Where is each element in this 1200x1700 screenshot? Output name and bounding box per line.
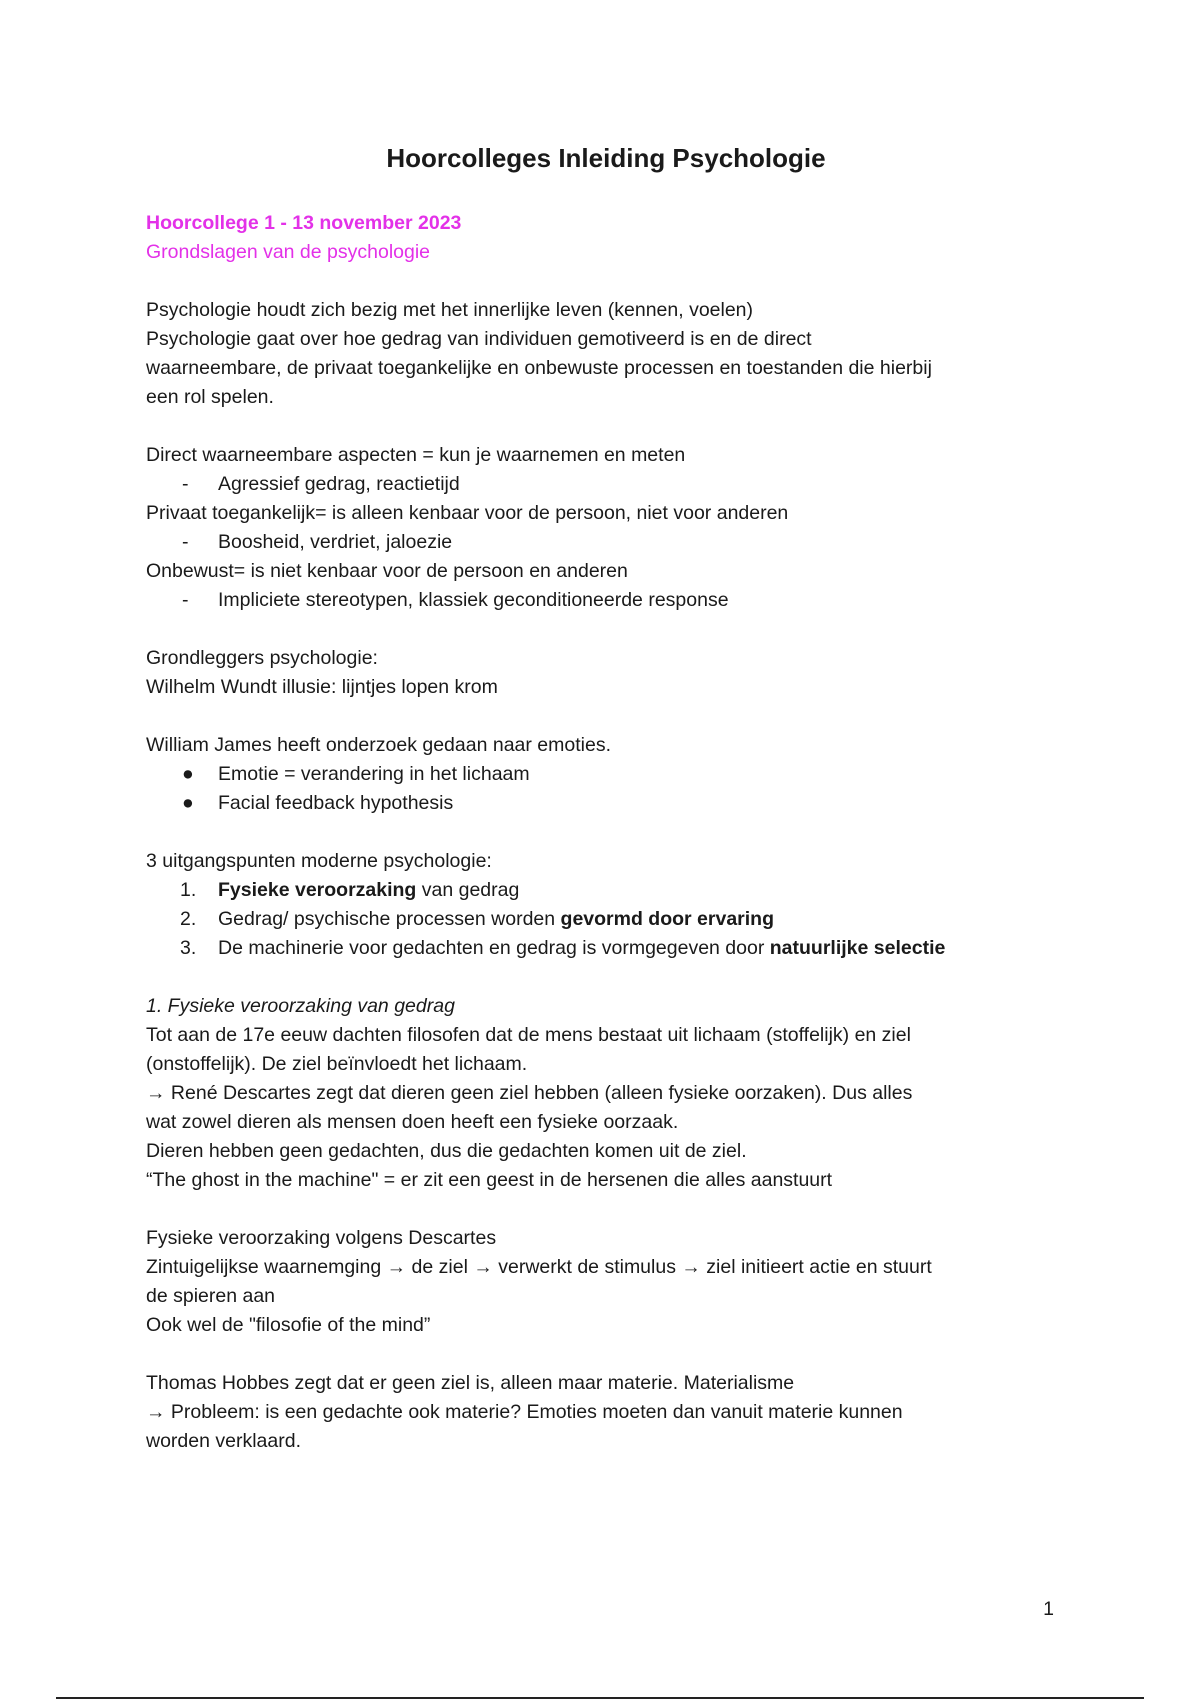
intro-line: waarneembare, de privaat toegankelijke en onbewuste processen en toestanden die hierbij bbox=[146, 356, 932, 379]
descartes-line: Fysieke veroorzaking volgens Descartes bbox=[146, 1226, 497, 1249]
number-marker: 1. bbox=[180, 878, 197, 901]
founders-wundt: Wilhelm Wundt illusie: lijntjes lopen krom bbox=[146, 675, 498, 698]
descartes-line: Zintuigelijkse waarnemging → de ziel → verwerkt de stimulus → ziel initieert actie en stuurt bbox=[146, 1255, 932, 1278]
aspect-direct: Direct waarneembare aspecten = kun je waarnemen en meten bbox=[146, 443, 686, 466]
list-item: - Boosheid, verdriet, jaloezie bbox=[146, 528, 1066, 557]
number-marker: 3. bbox=[180, 936, 197, 959]
number-marker: 2. bbox=[180, 907, 197, 930]
section1-line: wat zowel dieren als mensen doen heeft een fysieke oorzaak. bbox=[146, 1110, 679, 1133]
list-item: ● Facial feedback hypothesis bbox=[146, 789, 1066, 818]
list-item: 3. De machinerie voor gedachten en gedrag is vormgegeven door natuurlijke selectie bbox=[146, 934, 1066, 963]
section1-line: Dieren hebben geen gedachten, dus die gedachten komen uit de ziel. bbox=[146, 1139, 747, 1162]
hobbes-line: Thomas Hobbes zegt dat er geen ziel is, alleen maar materie. Materialisme bbox=[146, 1371, 795, 1394]
document-page bbox=[146, 142, 1066, 1456]
hobbes-line: → Probleem: is een gedachte ook materie? Emoties moeten dan vanuit materie kunnen bbox=[146, 1400, 903, 1423]
page-divider bbox=[56, 1697, 1144, 1699]
bullet-marker: ● bbox=[182, 791, 194, 814]
dash-marker: - bbox=[182, 588, 189, 611]
founders-james: William James heeft onderzoek gedaan naar emoties. bbox=[146, 733, 611, 756]
list-item: - Impliciete stereotypen, klassiek geconditioneerde response bbox=[146, 586, 1066, 615]
document-title: Hoorcolleges Inleiding Psychologie bbox=[386, 143, 826, 173]
section1-line: “The ghost in the machine" = er zit een geest in de hersenen die alles aanstuurt bbox=[146, 1168, 833, 1191]
dash-marker: - bbox=[182, 530, 189, 553]
section1-heading: 1. Fysieke veroorzaking van gedrag bbox=[146, 994, 455, 1017]
founders-label: Grondleggers psychologie: bbox=[146, 646, 378, 669]
intro-line: een rol spelen. bbox=[146, 385, 274, 408]
section1-line: → René Descartes zegt dat dieren geen ziel hebben (alleen fysieke oorzaken). Dus alles bbox=[146, 1081, 913, 1104]
dash-marker: - bbox=[182, 472, 189, 495]
descartes-line: Ook wel de "filosofie of the mind” bbox=[146, 1313, 431, 1336]
lecture-subheading: Grondslagen van de psychologie bbox=[146, 240, 431, 263]
hobbes-line: worden verklaard. bbox=[146, 1429, 301, 1452]
list-item: 2. Gedrag/ psychische processen worden gevormd door ervaring bbox=[146, 905, 1066, 934]
aspect-unconscious: Onbewust= is niet kenbaar voor de persoon en anderen bbox=[146, 559, 628, 582]
principles-label: 3 uitgangspunten moderne psychologie: bbox=[146, 849, 492, 872]
list-item: 1. Fysieke veroorzaking van gedrag bbox=[146, 876, 1066, 905]
list-item: - Agressief gedrag, reactietijd bbox=[146, 470, 1066, 499]
lecture-heading: Hoorcollege 1 - 13 november 2023 bbox=[146, 211, 462, 234]
aspect-private: Privaat toegankelijk= is alleen kenbaar voor de persoon, niet voor anderen bbox=[146, 501, 789, 524]
section1-line: (onstoffelijk). De ziel beïnvloedt het lichaam. bbox=[146, 1052, 528, 1075]
list-item: ● Emotie = verandering in het lichaam bbox=[146, 760, 1066, 789]
intro-line: Psychologie houdt zich bezig met het innerlijke leven (kennen, voelen) bbox=[146, 298, 754, 321]
section1-line: Tot aan de 17e eeuw dachten filosofen dat de mens bestaat uit lichaam (stoffelijk) en ziel bbox=[146, 1023, 911, 1046]
descartes-line: de spieren aan bbox=[146, 1284, 276, 1307]
intro-line: Psychologie gaat over hoe gedrag van individuen gemotiveerd is en de direct bbox=[146, 327, 812, 350]
page-number: 1 bbox=[1043, 1598, 1054, 1620]
bullet-marker: ● bbox=[182, 762, 194, 785]
